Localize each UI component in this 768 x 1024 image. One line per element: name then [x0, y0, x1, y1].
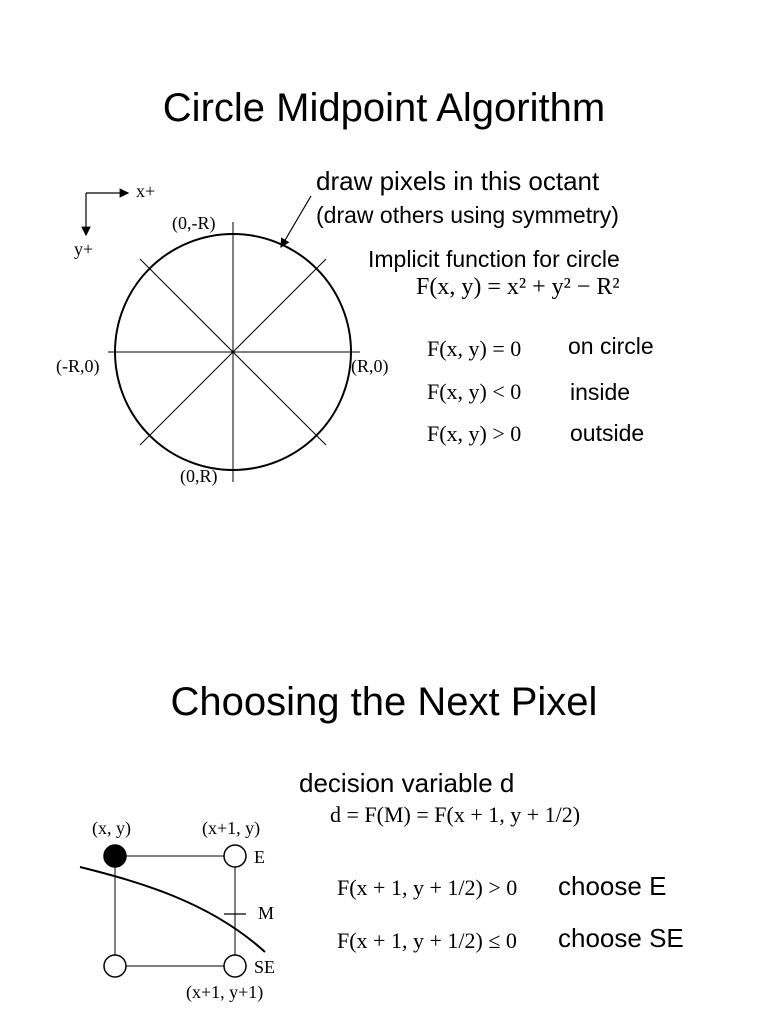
slide-title: Circle Midpoint Algorithm	[162, 86, 606, 130]
rule-formula-east: F(x + 1, y + 1/2) > 0	[337, 875, 518, 900]
y-axis-label: y+	[74, 239, 94, 259]
condition-formula-inside: F(x, y) < 0	[427, 379, 522, 404]
point-top-label: (0,-R)	[172, 213, 216, 233]
south-pixel	[104, 955, 126, 977]
condition-meaning-inside: inside	[570, 379, 631, 405]
rule-action-southeast: choose SE	[558, 923, 684, 953]
circle-arc-curve	[80, 867, 265, 952]
point-left-label: (-R,0)	[56, 356, 100, 376]
condition-formula-outside: F(x, y) > 0	[427, 421, 522, 446]
condition-meaning-on: on circle	[568, 333, 654, 359]
label-southeast-coord: (x+1, y+1)	[186, 982, 264, 1002]
implicit-heading: Implicit function for circle	[368, 246, 620, 272]
label-east: E	[254, 847, 265, 867]
slide-title: Choosing the Next Pixel	[170, 680, 598, 724]
octant-note: draw pixels in this octant	[316, 166, 600, 196]
label-southeast: SE	[254, 957, 276, 977]
point-right-label: (R,0)	[351, 356, 389, 376]
label-midpoint: M	[258, 903, 275, 923]
slide-choosing-next-pixel	[0, 512, 768, 1024]
point-bottom-label: (0,R)	[180, 466, 218, 486]
decision-heading: decision variable d	[299, 768, 515, 798]
southeast-pixel	[224, 955, 246, 977]
current-pixel	[104, 845, 126, 867]
implicit-formula: F(x, y) = x² + y² − R²	[416, 274, 620, 300]
label-east-coord: (x+1, y)	[202, 818, 261, 838]
rule-formula-southeast: F(x + 1, y + 1/2) ≤ 0	[337, 928, 517, 953]
condition-meaning-outside: outside	[570, 420, 645, 446]
decision-formula: d = F(M) = F(x + 1, y + 1/2)	[330, 802, 581, 827]
octant-pointer-arrow	[281, 196, 311, 247]
rule-action-east: choose E	[558, 871, 667, 901]
x-axis-label: x+	[136, 181, 156, 201]
pixel-grid-square	[115, 856, 235, 966]
symmetry-note: (draw others using symmetry)	[316, 202, 619, 228]
condition-formula-on: F(x, y) = 0	[427, 336, 522, 361]
label-current-pixel: (x, y)	[92, 818, 131, 838]
east-pixel	[224, 845, 246, 867]
